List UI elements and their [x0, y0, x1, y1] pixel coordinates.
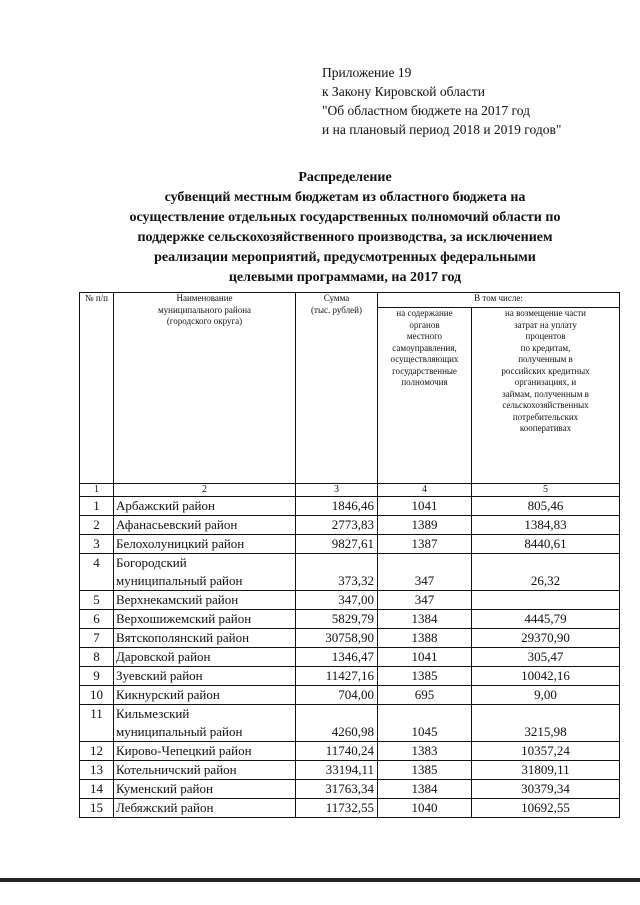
header-org-line: местного [406, 331, 443, 341]
header-org-line: самоуправления, [392, 342, 457, 353]
row-num: 12 [80, 742, 114, 761]
row-num: 15 [80, 799, 114, 818]
row-sum: 33194,11 [296, 761, 378, 780]
row-org: 347 [378, 554, 472, 591]
scan-edge-divider [0, 878, 640, 882]
annex-line: и на плановый период 2018 и 2019 годов" [322, 122, 562, 137]
column-index-row [80, 484, 620, 497]
row-org: 1041 [378, 497, 472, 516]
row-comp [472, 591, 620, 610]
row-org: 1384 [378, 780, 472, 799]
table-row [80, 780, 620, 799]
row-org: 1045 [378, 705, 472, 742]
table-row [80, 591, 620, 610]
table-header-row [80, 293, 620, 308]
row-org: 1389 [378, 516, 472, 535]
annex-line: "Об областном бюджете на 2017 год [322, 103, 530, 118]
annex-note [322, 63, 561, 139]
header-sum-line: (тыс. рублей) [311, 304, 362, 315]
header-comp-line: потребительских [512, 411, 579, 422]
row-num: 7 [80, 629, 114, 648]
row-district-line: муниципальный район [116, 573, 243, 588]
row-district: Котельничский район [114, 761, 296, 780]
row-org: 695 [378, 686, 472, 705]
table-row [80, 667, 620, 686]
row-comp: 31809,11 [472, 761, 620, 780]
row-district: Арбажский район [114, 497, 296, 516]
table-row [80, 497, 620, 516]
row-num: 9 [80, 667, 114, 686]
row-num: 4 [80, 554, 114, 591]
row-sum: 5829,79 [296, 610, 378, 629]
row-district: Вятскополянский район [114, 629, 296, 648]
row-comp: 10042,16 [472, 667, 620, 686]
row-org: 1384 [378, 610, 472, 629]
row-sum: 4260,98 [296, 705, 378, 742]
header-comp-line: на возмещение части [505, 308, 586, 318]
header-org-line: на содержание [396, 308, 453, 318]
row-district: Кикнурский район [114, 686, 296, 705]
header-name-line: (городского округа) [166, 316, 243, 326]
header-org-line: органов [409, 319, 440, 330]
title-line: Распределение [298, 170, 392, 185]
header-name-line: Наименование [176, 293, 233, 303]
header-org-maintenance [378, 308, 472, 484]
row-num: 10 [80, 686, 114, 705]
row-comp: 29370,90 [472, 629, 620, 648]
row-district-line: Кильмезский [116, 706, 190, 721]
row-org: 1383 [378, 742, 472, 761]
header-comp-line: полученным в [518, 354, 573, 364]
header-sum-line: Сумма [323, 293, 350, 303]
row-district: Зуевский район [114, 667, 296, 686]
row-sum: 30758,90 [296, 629, 378, 648]
header-org-line: государственные [392, 365, 457, 376]
row-sum: 31763,34 [296, 780, 378, 799]
row-org: 1385 [378, 667, 472, 686]
row-num: 1 [80, 497, 114, 516]
row-district: Верхнекамский район [114, 591, 296, 610]
row-num: 5 [80, 591, 114, 610]
table-row [80, 648, 620, 667]
row-num: 8 [80, 648, 114, 667]
row-sum: 9827,61 [296, 535, 378, 554]
column-index: 5 [472, 484, 620, 497]
row-num: 11 [80, 705, 114, 742]
header-comp-line: кооперативах [519, 423, 572, 433]
row-num: 3 [80, 535, 114, 554]
annex-line: Приложение 19 [322, 65, 412, 80]
row-num: 14 [80, 780, 114, 799]
table-row [80, 535, 620, 554]
row-district [114, 705, 296, 742]
row-district: Кирово-Чепецкий район [114, 742, 296, 761]
header-name [114, 293, 296, 484]
row-sum: 2773,83 [296, 516, 378, 535]
table-row [80, 742, 620, 761]
table-row [80, 705, 620, 742]
row-district-line: Богородский [116, 555, 187, 570]
column-index: 2 [114, 484, 296, 497]
title-line: реализации мероприятий, предусмотренных федеральными [154, 250, 536, 265]
table-row [80, 516, 620, 535]
row-org: 1388 [378, 629, 472, 648]
row-district: Афанасьевский район [114, 516, 296, 535]
row-num: 6 [80, 610, 114, 629]
column-index: 3 [296, 484, 378, 497]
row-org: 1041 [378, 648, 472, 667]
header-comp-line: процентов [525, 331, 566, 341]
header-comp-line: российских кредитных [501, 365, 590, 376]
annex-line: к Закону Кировской области [322, 84, 486, 99]
row-comp: 26,32 [472, 554, 620, 591]
row-comp: 3215,98 [472, 705, 620, 742]
table-row [80, 686, 620, 705]
table-row [80, 629, 620, 648]
row-comp: 305,47 [472, 648, 620, 667]
row-num: 2 [80, 516, 114, 535]
title-line: целевыми программами, на 2017 год [228, 270, 462, 285]
row-comp: 805,46 [472, 497, 620, 516]
header-comp-line: по кредитам, [520, 342, 571, 353]
row-district: Даровской район [114, 648, 296, 667]
header-comp-line: затрат на уплату [514, 319, 577, 330]
table-row [80, 761, 620, 780]
header-including: В том числе: [378, 293, 620, 308]
row-org: 347 [378, 591, 472, 610]
header-interest-compensation [472, 308, 620, 484]
row-sum: 1346,47 [296, 648, 378, 667]
row-district: Верхошижемский район [114, 610, 296, 629]
header-comp-line: организациях, и [514, 377, 577, 387]
row-comp: 10692,55 [472, 799, 620, 818]
header-org-line: осуществляющих [390, 354, 459, 364]
row-comp: 30379,34 [472, 780, 620, 799]
row-sum: 1846,46 [296, 497, 378, 516]
header-num: № п/п [80, 293, 114, 484]
title-line: поддержке сельскохозяйственного производства, за исключением [137, 230, 553, 245]
header-org-line: полномочия [401, 377, 448, 387]
table-row [80, 610, 620, 629]
row-sum: 11427,16 [296, 667, 378, 686]
title-line: осуществление отдельных государственных полномочий области по [129, 210, 561, 225]
row-comp: 9,00 [472, 686, 620, 705]
row-district: Куменский район [114, 780, 296, 799]
row-org: 1387 [378, 535, 472, 554]
header-sum [296, 293, 378, 484]
table-row [80, 554, 620, 591]
row-comp: 1384,83 [472, 516, 620, 535]
header-name-line: муниципального района [157, 304, 252, 315]
row-comp: 8440,61 [472, 535, 620, 554]
row-comp: 4445,79 [472, 610, 620, 629]
row-sum: 373,32 [296, 554, 378, 591]
row-sum: 704,00 [296, 686, 378, 705]
header-comp-line: займам, полученным в [502, 388, 589, 399]
column-index: 1 [80, 484, 114, 497]
row-org: 1385 [378, 761, 472, 780]
row-num: 13 [80, 761, 114, 780]
header-comp-line: сельскохозяйственных [502, 400, 589, 410]
row-sum: 347,00 [296, 591, 378, 610]
title-line: субвенций местным бюджетам из областного бюджета на [164, 190, 526, 205]
row-district [114, 554, 296, 591]
row-sum: 11740,24 [296, 742, 378, 761]
row-org: 1040 [378, 799, 472, 818]
row-sum: 11732,55 [296, 799, 378, 818]
row-comp: 10357,24 [472, 742, 620, 761]
document-title [60, 168, 630, 288]
row-district: Белохолуницкий район [114, 535, 296, 554]
column-index: 4 [378, 484, 472, 497]
row-district: Лебяжский район [114, 799, 296, 818]
table-row [80, 799, 620, 818]
row-district-line: муниципальный район [116, 724, 243, 739]
allocation-table [79, 292, 620, 818]
